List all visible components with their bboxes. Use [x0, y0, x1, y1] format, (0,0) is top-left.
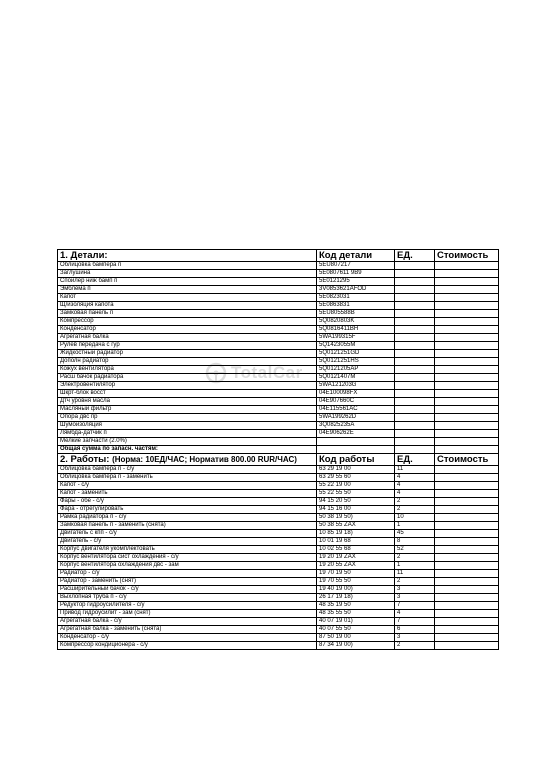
item-cost: [435, 318, 499, 326]
details-unit-header: ЕД.: [395, 250, 435, 262]
item-qty: 3: [395, 594, 435, 602]
table-row: [58, 374, 499, 382]
item-qty: 4: [395, 474, 435, 482]
item-code: 19 20 55 ZAX: [317, 562, 395, 570]
table-row: [58, 546, 499, 554]
table-row: [58, 406, 499, 414]
item-cost: [435, 310, 499, 318]
item-cost: [435, 626, 499, 634]
item-cost: [435, 278, 499, 286]
item-cost: [435, 294, 499, 302]
item-qty: 1: [395, 522, 435, 530]
item-name: Масляный фильтр: [58, 406, 317, 414]
table-row: [58, 634, 499, 642]
item-name: Расширительный бачок - с/у: [58, 586, 317, 594]
table-row: [58, 262, 499, 270]
works-unit-header: ЕД.: [395, 454, 435, 466]
item-cost: [435, 562, 499, 570]
item-name: Конденсатор: [58, 326, 317, 334]
item-name: Опора двс пр: [58, 414, 317, 422]
item-qty: [395, 438, 435, 446]
item-qty: 1: [395, 562, 435, 570]
item-cost: [435, 522, 499, 530]
item-qty: [395, 398, 435, 406]
item-name: Корпус двигателя укомплектовать: [58, 546, 317, 554]
item-cost: [435, 286, 499, 294]
item-name: Спойлер ниж бамп п: [58, 278, 317, 286]
table-row: [58, 514, 499, 522]
item-qty: 10: [395, 514, 435, 522]
table-row: [58, 270, 499, 278]
item-code: 04E907660C: [317, 398, 395, 406]
table-row: [58, 286, 499, 294]
item-code: 5EU805588B: [317, 310, 395, 318]
item-qty: [395, 302, 435, 310]
item-code: 40 07 55 50: [317, 626, 395, 634]
item-name: Корпус вентилятора сист охлаждения - с/у: [58, 554, 317, 562]
item-qty: [395, 406, 435, 414]
item-qty: 45: [395, 530, 435, 538]
item-cost: [435, 578, 499, 586]
item-cost: [435, 610, 499, 618]
item-cost: [435, 414, 499, 422]
table-row: [58, 398, 499, 406]
item-qty: 11: [395, 466, 435, 474]
item-code: 19 70 19 50: [317, 570, 395, 578]
item-name: Двигатель с кпп - с/у: [58, 530, 317, 538]
item-qty: 6: [395, 626, 435, 634]
item-code: 5WA199262D: [317, 414, 395, 422]
table-row: [58, 578, 499, 586]
item-cost: [435, 554, 499, 562]
item-cost: [435, 538, 499, 546]
table-row: [58, 342, 499, 350]
item-code: 19 40 19 00): [317, 586, 395, 594]
item-name: Радиатор - заменить (снят): [58, 578, 317, 586]
item-code: 55 22 55 50: [317, 490, 395, 498]
item-name: Облицовка бампера п - заменить: [58, 474, 317, 482]
item-name: Эмблема п: [58, 286, 317, 294]
table-row: [58, 586, 499, 594]
item-cost: [435, 586, 499, 594]
item-qty: [395, 334, 435, 342]
item-qty: 7: [395, 602, 435, 610]
item-qty: [395, 326, 435, 334]
item-name: Редуктор гидроусилителя - с/у: [58, 602, 317, 610]
item-qty: 7: [395, 618, 435, 626]
works-header-row: [58, 454, 499, 466]
item-qty: [395, 294, 435, 302]
item-name: Капот: [58, 294, 317, 302]
item-code: 5E0121295: [317, 278, 395, 286]
item-name: Дополн радиатор: [58, 358, 317, 366]
item-qty: [395, 390, 435, 398]
item-code: 87 50 19 00: [317, 634, 395, 642]
table-row: [58, 366, 499, 374]
item-code: 94 15 20 50: [317, 498, 395, 506]
item-code: 50 38 19 50): [317, 514, 395, 522]
item-cost: [435, 466, 499, 474]
table-row: [58, 474, 499, 482]
item-cost: [435, 342, 499, 350]
item-qty: 3: [395, 586, 435, 594]
item-code: 48 35 19 50: [317, 602, 395, 610]
item-qty: [395, 318, 435, 326]
item-cost: [435, 366, 499, 374]
table-row: [58, 466, 499, 474]
item-code: 63 29 55 60: [317, 474, 395, 482]
item-name: Агрегатная балка: [58, 334, 317, 342]
table-row: [58, 482, 499, 490]
table-row: [58, 382, 499, 390]
item-code: 5WA121203G: [317, 382, 395, 390]
table-row: [58, 390, 499, 398]
item-name: Облицовка бампера п: [58, 262, 317, 270]
item-code: 5WA199315F: [317, 334, 395, 342]
item-name: Электровентилятор: [58, 382, 317, 390]
item-cost: [435, 406, 499, 414]
item-qty: [395, 414, 435, 422]
item-code: 5E0807611 9B9: [317, 270, 395, 278]
item-name: Шумоизоляция: [58, 422, 317, 430]
item-code: 5E0823031: [317, 294, 395, 302]
item-name: Корпус вентилятора охлаждения двс - зам: [58, 562, 317, 570]
item-name: Щ/изоляция капота: [58, 302, 317, 310]
item-qty: 3: [395, 634, 435, 642]
item-cost: [435, 358, 499, 366]
item-code: 10 01 19 68: [317, 538, 395, 546]
item-qty: 2: [395, 642, 435, 650]
item-name: Мелкие запчасти (2.0%): [58, 438, 317, 446]
table-row: [58, 334, 499, 342]
item-qty: [395, 358, 435, 366]
item-code: 5EU807217: [317, 262, 395, 270]
table-row: [58, 326, 499, 334]
item-name: Агрегатная балка - заменить (снята): [58, 626, 317, 634]
table-row: [58, 350, 499, 358]
item-cost: [435, 514, 499, 522]
item-qty: [395, 286, 435, 294]
item-qty: [395, 366, 435, 374]
parts-total-qty: [395, 446, 435, 454]
item-name: Шкрт-блок восст: [58, 390, 317, 398]
item-code: 5Q0820803K: [317, 318, 395, 326]
item-qty: 2: [395, 506, 435, 514]
item-name: Выхлопная труба п - с/у: [58, 594, 317, 602]
parts-total-cost: [435, 446, 499, 454]
table-row: [58, 570, 499, 578]
item-qty: 2: [395, 498, 435, 506]
item-cost: [435, 390, 499, 398]
item-qty: [395, 350, 435, 358]
item-code: 26 17 19 18): [317, 594, 395, 602]
item-cost: [435, 594, 499, 602]
item-code: 19 70 55 50: [317, 578, 395, 586]
item-cost: [435, 530, 499, 538]
table-row: [58, 414, 499, 422]
item-cost: [435, 618, 499, 626]
estimate-table: [57, 249, 499, 650]
table-row: [58, 310, 499, 318]
item-name: Двигатель - с/у: [58, 538, 317, 546]
details-code-header: Код детали: [317, 250, 395, 262]
item-cost: [435, 602, 499, 610]
item-qty: [395, 382, 435, 390]
item-code: [317, 438, 395, 446]
table-row: [58, 530, 499, 538]
item-name: Агрегатная балка - с/у: [58, 618, 317, 626]
item-cost: [435, 334, 499, 342]
item-qty: [395, 270, 435, 278]
item-qty: 52: [395, 546, 435, 554]
table-row: [58, 490, 499, 498]
item-name: Конденсатор - с/у: [58, 634, 317, 642]
watermark-text: TotalCar: [231, 363, 303, 382]
item-cost: [435, 506, 499, 514]
table-row: [58, 602, 499, 610]
table-row: [58, 358, 499, 366]
works-cost-header: Стоимость: [435, 454, 499, 466]
works-title: 2. Работы:: [60, 454, 110, 465]
item-qty: 4: [395, 490, 435, 498]
item-cost: [435, 438, 499, 446]
item-cost: [435, 498, 499, 506]
item-name: Фары - обе - с/у: [58, 498, 317, 506]
item-code: 3V0853621AFOD: [317, 286, 395, 294]
table-row: [58, 610, 499, 618]
table-row: [58, 430, 499, 438]
item-cost: [435, 490, 499, 498]
table-row: [58, 626, 499, 634]
item-code: 5Q0816411BH: [317, 326, 395, 334]
item-name: Компрессор: [58, 318, 317, 326]
item-qty: [395, 430, 435, 438]
item-cost: [435, 326, 499, 334]
item-qty: [395, 278, 435, 286]
details-header-row: [58, 250, 499, 262]
item-qty: 11: [395, 570, 435, 578]
item-code: 10 02 55 68: [317, 546, 395, 554]
item-code: 5Q1423055M: [317, 342, 395, 350]
item-qty: 4: [395, 610, 435, 618]
item-cost: [435, 642, 499, 650]
table-row: [58, 522, 499, 530]
item-cost: [435, 350, 499, 358]
item-name: Капот - с/у: [58, 482, 317, 490]
item-code: 48 35 55 50: [317, 610, 395, 618]
item-code: 94 15 16 00: [317, 506, 395, 514]
item-name: Капот - заменить: [58, 490, 317, 498]
table-row: [58, 642, 499, 650]
item-name: Жидкостный радиатор: [58, 350, 317, 358]
item-cost: [435, 482, 499, 490]
item-name: Компрессор кондиционера - с/у: [58, 642, 317, 650]
works-norm-note: (Норма: 10ЕД/ЧАС; Норматив 800.00 RUR/ЧАС): [112, 455, 297, 464]
item-name: Рамка радиатора п - с/у: [58, 514, 317, 522]
table-row: [58, 538, 499, 546]
table-row: [58, 318, 499, 326]
item-name: Расш бачок радиатора: [58, 374, 317, 382]
item-cost: [435, 398, 499, 406]
item-name: Привод гидроусилит - зам (снят): [58, 610, 317, 618]
item-cost: [435, 546, 499, 554]
item-qty: [395, 310, 435, 318]
item-name: Радиатор - с/у: [58, 570, 317, 578]
table-row: [58, 554, 499, 562]
item-cost: [435, 422, 499, 430]
item-name: Кожух вентилятора: [58, 366, 317, 374]
item-name: Рулев передача с гур: [58, 342, 317, 350]
item-name: Лямбда-датчик п: [58, 430, 317, 438]
item-code: 5Q0121251GD: [317, 350, 395, 358]
table-row: [58, 618, 499, 626]
item-cost: [435, 430, 499, 438]
table-row: [58, 498, 499, 506]
item-qty: [395, 262, 435, 270]
item-code: 5Q0121407M: [317, 374, 395, 382]
parts-total-row: [58, 446, 499, 454]
item-cost: [435, 570, 499, 578]
details-section-title: 1. Детали:: [58, 250, 317, 262]
parts-total-label: Общая сумма по запасн. частям:: [58, 446, 317, 454]
item-code: 04E100098FX: [317, 390, 395, 398]
item-code: 5E0863831: [317, 302, 395, 310]
works-code-header: Код работы: [317, 454, 395, 466]
item-code: 87 34 19 00): [317, 642, 395, 650]
item-name: Замковая панель п - заменить (снята): [58, 522, 317, 530]
item-cost: [435, 382, 499, 390]
works-section-title: [58, 454, 317, 466]
table-row: [58, 438, 499, 446]
details-cost-header: Стоимость: [435, 250, 499, 262]
item-qty: 8: [395, 538, 435, 546]
item-cost: [435, 474, 499, 482]
item-code: 3Q0825235A: [317, 422, 395, 430]
table-row: [58, 594, 499, 602]
table-row: [58, 294, 499, 302]
table-row: [58, 278, 499, 286]
item-code: 50 38 55 ZAX: [317, 522, 395, 530]
item-code: 10 85 19 18): [317, 530, 395, 538]
item-cost: [435, 374, 499, 382]
item-name: Фара - отрегулировать: [58, 506, 317, 514]
table-row: [58, 302, 499, 310]
item-qty: 2: [395, 578, 435, 586]
item-cost: [435, 302, 499, 310]
item-code: 5Q0121205AP: [317, 366, 395, 374]
item-qty: [395, 342, 435, 350]
item-name: Дтч уровня масла: [58, 398, 317, 406]
item-name: Заглушина: [58, 270, 317, 278]
item-cost: [435, 262, 499, 270]
item-code: 63 29 19 00: [317, 466, 395, 474]
item-qty: 2: [395, 554, 435, 562]
item-qty: 4: [395, 482, 435, 490]
item-code: 04E906262E: [317, 430, 395, 438]
item-code: 04E115561AC: [317, 406, 395, 414]
item-cost: [435, 270, 499, 278]
item-name: Облицовка бампера п - с/у: [58, 466, 317, 474]
item-code: 19 20 19 ZAX: [317, 554, 395, 562]
table-row: [58, 562, 499, 570]
item-qty: [395, 422, 435, 430]
item-code: 5Q0121251HS: [317, 358, 395, 366]
item-qty: [395, 374, 435, 382]
parts-total-code: [317, 446, 395, 454]
item-name: Замковая панель п: [58, 310, 317, 318]
item-cost: [435, 634, 499, 642]
item-code: 40 07 19 01): [317, 618, 395, 626]
table-row: [58, 422, 499, 430]
table-row: [58, 506, 499, 514]
item-code: 55 22 19 00: [317, 482, 395, 490]
